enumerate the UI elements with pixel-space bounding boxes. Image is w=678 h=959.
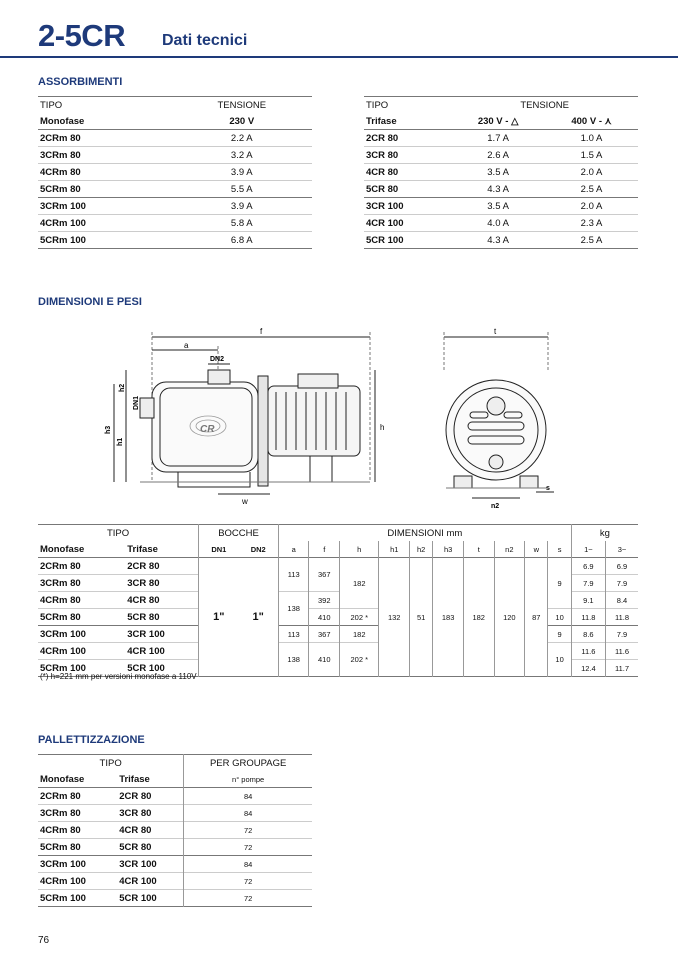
cell-current: 2.5 A [580,183,603,195]
pump-front-view-drawing [436,322,566,510]
cell-h: 182 [340,558,379,609]
cell-type: 5CR 100 [366,234,404,246]
cell-s: 10 [548,643,571,677]
table-row [38,643,638,660]
th-h3: h3 [433,541,464,558]
th-monofase: Monofase [40,115,85,127]
cell-h3: 183 [433,558,464,677]
th-trifase: Trifase [125,541,198,558]
cell-count: 84 [243,808,253,818]
table-row [38,130,312,147]
cell-type: 5CR 80 [366,183,399,195]
th-tipo: TIPO [40,99,63,111]
cell-f: 367 [309,626,340,643]
th-tensione: TENSIONE [217,99,267,111]
dim-label-dn1: DN1 [133,395,140,410]
table-row [364,232,638,249]
page-title: 2-5CR [38,18,126,53]
cell-dn2: 1" [239,558,279,677]
cell-type: 4CR 100 [366,217,404,229]
cell-current: 4.3 A [487,183,509,195]
table-row [364,215,638,232]
cell-type: 3CRm 80 [40,149,81,161]
th-h1: h1 [379,541,410,558]
th-tipo: TIPO [366,99,389,111]
cell-kg-mono: 11.6 [581,646,596,656]
cell-tri-type: 3CR 80 [117,805,184,822]
dim-label-n2: n2 [491,503,500,510]
table-row [38,856,312,873]
cell-count: 72 [243,842,253,852]
cell-tri-type: 3CR 100 [117,856,184,873]
cell-n2: 120 [494,558,525,677]
cell-kg-mono: 8.6 [583,629,594,639]
dim-label-dn2: DN2 [210,356,225,363]
cell-type: 4CR 80 [366,166,399,178]
cell-h: 202 * [340,609,379,626]
cell-kg-tri: 8.4 [606,592,639,609]
dim-label-f: f [260,327,263,336]
cell-current: 2.3 A [580,217,603,229]
table-row [364,198,638,215]
th-230v-delta: 230 V - △ [477,115,519,127]
th-trifase: Trifase [366,115,397,127]
cell-kg-mono: 11.8 [581,612,596,622]
cell-h: 182 [340,626,379,643]
cell-a: 113 [287,629,300,639]
table-row [38,558,638,575]
table-row [38,147,312,164]
th-trifase: Trifase [117,771,184,788]
cell-mono-type: 4CRm 80 [40,594,81,606]
logo-cr: CR [200,424,215,435]
cell-kg-tri: 11.8 [606,609,639,626]
th-kg-tri: 3~ [606,541,639,558]
cell-s: 10 [548,609,571,626]
cell-current: 5.5 A [230,183,253,195]
section-dimensioni-heading: DIMENSIONI E PESI [38,296,142,308]
table-row [364,164,638,181]
th-a: a [291,544,296,554]
footnote-h: (*) h=221 mm per versioni monofase a 110V [40,672,197,681]
th-400v-star: 400 V - ⋏ [571,115,612,127]
cell-mono-type: 3CRm 100 [40,858,86,870]
dim-label-a: a [184,341,189,350]
cell-kg-tri: 7.9 [606,626,639,643]
cell-a: 138 [287,655,300,664]
cell-mono-type: 5CRm 80 [40,611,81,623]
cell-type: 3CR 80 [366,149,399,161]
th-s: s [548,541,571,558]
table-row [38,822,312,839]
cell-tri-type: 4CR 80 [117,822,184,839]
cell-h2: 51 [410,558,433,677]
cell-current: 2.0 A [580,166,603,178]
cell-current: 3.2 A [230,149,253,161]
cell-tri-type: 5CR 80 [117,839,184,856]
th-n2: n2 [494,541,525,558]
cell-current: 1.5 A [580,149,603,161]
cell-tri-type: 4CR 80 [125,592,198,609]
cell-t: 182 [463,558,494,677]
page-number: 76 [38,935,50,946]
table-assorbimenti-trifase [364,96,638,249]
cell-f: 367 [309,558,340,592]
cell-kg-tri: 11.6 [606,643,639,660]
table-row [364,130,638,147]
cell-tri-type: 5CR 100 [125,660,198,677]
cell-current: 4.3 A [487,234,509,246]
table-row [38,890,312,907]
dim-label-h2: h2 [119,383,126,392]
table-assorbimenti-monofase [38,96,312,249]
cell-h1: 132 [379,558,410,677]
th-t: t [463,541,494,558]
cell-f: 410 [309,609,340,626]
cell-current: 2.6 A [487,149,509,161]
cell-count: 72 [243,825,253,835]
cell-type: 4CRm 100 [40,217,86,229]
cell-tri-type: 2CR 80 [125,558,198,575]
cell-current: 1.7 A [487,132,509,144]
cell-dn1: 1" [213,611,225,623]
cell-current: 1.0 A [580,132,603,144]
cell-mono-type: 3CRm 80 [40,577,81,589]
th-dn1: DN1 [211,544,227,554]
cell-type: 3CRm 100 [40,200,86,212]
th-tipo: TIPO [38,755,184,772]
cell-mono-type: 4CRm 80 [40,824,81,836]
cell-tri-type: 2CR 80 [117,788,184,805]
cell-tri-type: 3CR 80 [125,575,198,592]
dim-label-h: h [380,423,385,432]
cell-mono-type: 3CRm 80 [40,807,81,819]
cell-current: 4.0 A [487,217,509,229]
table-row [38,873,312,890]
cell-mono-type: 5CRm 100 [40,662,86,674]
cell-type: 4CRm 80 [40,166,81,178]
cell-current: 3.9 A [230,166,253,178]
cell-current: 2.2 A [230,132,253,144]
cell-current: 5.8 A [230,217,253,229]
th-h: h [340,541,379,558]
cell-mono-type: 3CRm 100 [40,628,86,640]
cell-count: 84 [243,791,253,801]
section-pallet-heading: PALLETTIZZAZIONE [38,734,145,746]
cell-tri-type: 5CR 80 [125,609,198,626]
cell-current: 6.8 A [230,234,253,246]
dim-label-s: s [546,485,550,492]
th-kg-mono: 1~ [584,544,593,554]
cell-tri-type: 3CR 100 [125,626,198,643]
th-kg: kg [599,527,610,539]
cell-w: 87 [525,558,548,677]
cell-type: 3CR 100 [366,200,404,212]
th-dimensioni: DIMENSIONI mm [278,525,571,542]
dim-label-h3: h3 [105,425,112,434]
table-row [364,181,638,198]
cell-tri-type: 4CR 100 [117,873,184,890]
table-row [38,164,312,181]
cell-mono-type: 4CRm 100 [40,645,86,657]
table-row [38,181,312,198]
th-tensione: TENSIONE [520,99,569,111]
cell-mono-type: 4CRm 100 [40,875,86,887]
cell-count: 72 [243,893,253,903]
cell-f: 410 [309,643,340,677]
cell-f: 392 [309,592,340,609]
th-bocche: BOCCHE [199,525,279,542]
cell-tri-type: 5CR 100 [117,890,184,907]
cell-s: 9 [548,626,571,643]
pump-side-view-drawing [100,322,400,510]
table-row [38,232,312,249]
dim-label-t: t [494,327,497,336]
table-pallettizzazione [38,754,312,907]
th-monofase: Monofase [40,543,85,555]
cell-kg-tri: 7.9 [606,575,639,592]
table-row [364,147,638,164]
th-f: f [309,541,340,558]
cell-type: 5CRm 100 [40,234,86,246]
th-n-pompe: n° pompe [232,774,265,784]
cell-current: 3.5 A [487,166,509,178]
th-h2: h2 [410,541,433,558]
th-per-groupage: PER GROUPAGE [209,757,287,769]
cell-mono-type: 2CRm 80 [40,790,81,802]
cell-a: 113 [287,570,300,579]
cell-current: 2.0 A [580,200,603,212]
cell-s: 9 [548,558,571,609]
cell-mono-type: 5CRm 100 [40,892,86,904]
table-row [38,626,638,643]
table-row [38,609,638,626]
header-rule [0,56,678,58]
th-monofase: Monofase [40,773,85,785]
cell-h: 202 * [340,643,379,677]
cell-kg-tri: 11.7 [606,660,639,677]
table-row [38,839,312,856]
table-dimensioni [38,524,638,677]
th-tipo: TIPO [38,525,199,542]
cell-type: 2CR 80 [366,132,399,144]
th-w: w [525,541,548,558]
cell-tri-type: 4CR 100 [125,643,198,660]
table-row [38,788,312,805]
th-dn2: DN2 [239,541,279,558]
cell-kg-mono: 12.4 [581,663,596,673]
cell-current: 2.5 A [580,234,603,246]
cell-mono-type: 2CRm 80 [40,560,81,572]
cell-current: 3.9 A [230,200,253,212]
dim-label-h1: h1 [117,437,124,446]
cell-a: 138 [287,604,300,613]
page-subtitle: Dati tecnici [162,32,248,49]
cell-kg-tri: 6.9 [606,558,639,575]
cell-type: 2CRm 80 [40,132,81,144]
cell-count: 72 [243,876,253,886]
dim-label-w: w [242,497,248,506]
table-row [38,805,312,822]
table-row [38,198,312,215]
cell-type: 5CRm 80 [40,183,81,195]
cell-mono-type: 5CRm 80 [40,841,81,853]
section-assorbimenti-heading: ASSORBIMENTI [38,76,123,88]
cell-kg-mono: 6.9 [583,561,594,571]
cell-kg-mono: 9.1 [583,595,594,605]
cell-kg-mono: 7.9 [583,578,594,588]
cell-count: 84 [243,859,253,869]
cell-current: 3.5 A [487,200,509,212]
th-230v: 230 V [229,115,255,127]
table-row [38,215,312,232]
